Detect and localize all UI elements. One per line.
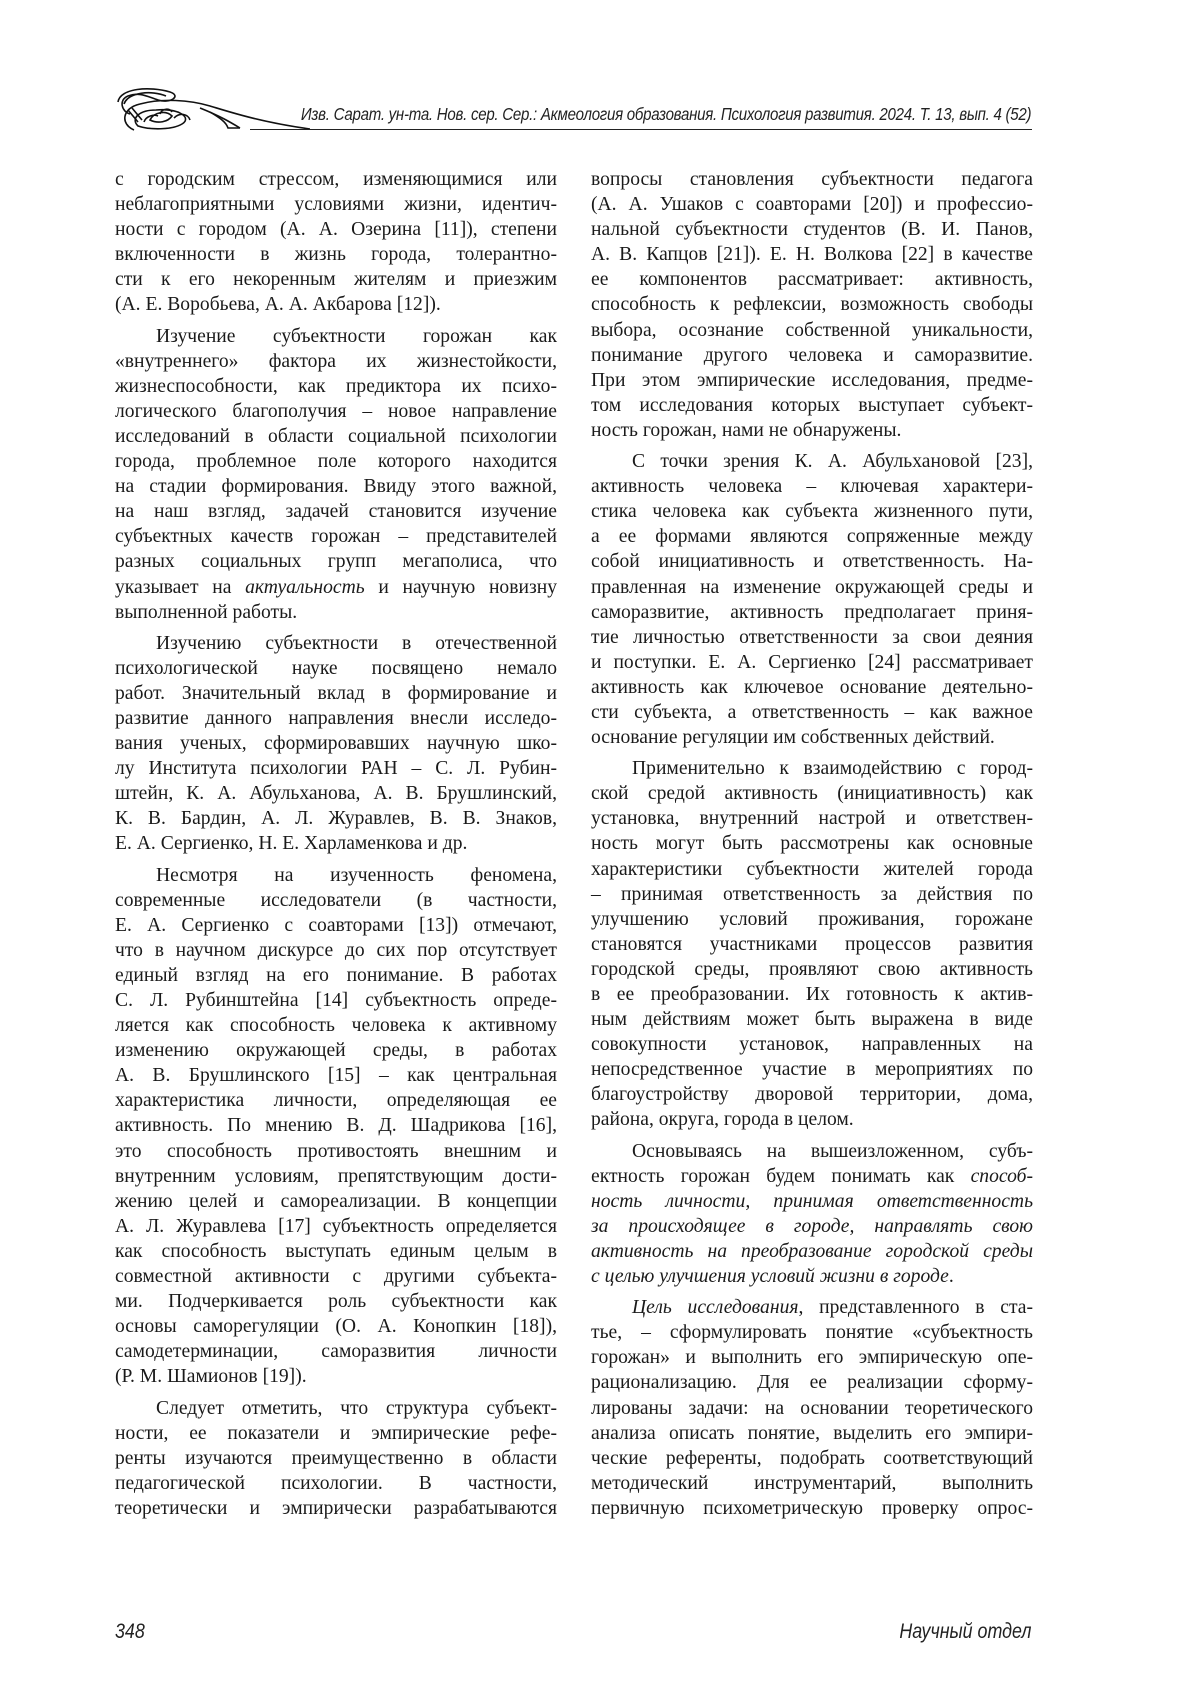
paragraph [115, 1396, 557, 1521]
italic-text: Цель исследования [632, 1297, 799, 1319]
text-line: улучшению условий проживания, горожане [591, 908, 1033, 930]
section-name: Научный отдел [898, 1620, 1031, 1643]
text-line: как способность выступать единым целым в [115, 1240, 557, 1262]
paragraph [115, 863, 557, 1390]
text-line: Изучению субъектности в отечественной [156, 632, 557, 654]
text-line: А. В. Брушлинского [15] – как центральная [115, 1065, 557, 1087]
text-segment: и научную новизну [364, 576, 557, 598]
text-line: а ее формами являются сопряженные между [591, 526, 1033, 548]
text-line: самодетерминации, саморазвития личности [115, 1341, 557, 1363]
text-line: ность горожан, нами не обнаружены. [591, 419, 902, 441]
text-line: стика человека как субъекта жизненного пути, [591, 501, 1033, 523]
text-line: включенности в жизнь города, толерантно- [115, 244, 557, 266]
text-line: ляется как способность человека к активному [115, 1015, 557, 1037]
header-rule [250, 129, 1032, 130]
text-line: установка, внутренний настрой и ответствен- [591, 808, 1033, 830]
text-line: непосредственное участие в мероприятиях по [591, 1059, 1033, 1081]
text-line: ской средой активность (инициативность) как [591, 783, 1033, 805]
text-line: собой инициативность и ответственность. На- [591, 551, 1033, 573]
text-line: методический инструментарий, выполнить [591, 1472, 1033, 1494]
text-line: это способность противостоять внешним и [115, 1140, 557, 1162]
text-line: штейн, К. А. Абульханова, А. В. Брушлинский, [115, 783, 557, 805]
text-line: единый взгляд на его понимание. В работах [115, 964, 557, 986]
text-line: А. В. Капцов [21]). Е. Н. Волкова [22] в качестве [591, 244, 1033, 266]
text-line: С. Л. Рубинштейна [14] субъектность опреде- [115, 990, 557, 1011]
text-line: способность к рефлексии, возможность свободы [591, 294, 1033, 316]
text-line: основание регуляции им собственных действий. [591, 727, 995, 749]
text-line: совокупности установок, направленных на [591, 1034, 1033, 1056]
text-line: ее компонентов рассматривает: активность, [591, 269, 1033, 291]
text-line: изменению окружающей среды, в работах [115, 1040, 557, 1062]
text-line: правленная на изменение окружающей среды и [591, 576, 1033, 598]
italic-text: актуальность [245, 576, 365, 598]
italic-text: ность личности, принимая ответственность [591, 1190, 1033, 1212]
text-line: Применительно к взаимодействию с город- [632, 758, 1033, 780]
text-line: совместной активности с другими субъекта- [115, 1266, 557, 1288]
text-line [115, 575, 557, 600]
text-line: ности с городом (А. А. Озерина [11]), степени [115, 219, 557, 241]
text-line: характеристика личности, определяющая ее [115, 1090, 557, 1112]
text-line: сти субъекта, а ответственность – как важное [591, 701, 1033, 723]
text-line: в ее преобразовании. Их готовность к актив- [591, 984, 1033, 1005]
text-line: рационализацию. Для ее реализации сформу- [591, 1372, 1033, 1394]
text-line: Следует отметить, что структура субъект- [156, 1397, 557, 1419]
text-line: что в научном дискурсе до сих пор отсутствует [115, 939, 557, 961]
paragraph [591, 1139, 1033, 1290]
text-line: разных социальных групп мегаполиса, что [115, 551, 557, 573]
text-line: основы саморегуляции (О. А. Конопкин [18]), [115, 1316, 557, 1338]
text-line: Е. А. Сергиенко, Н. Е. Харламенкова и др. [115, 833, 468, 855]
italic-text: способ- [970, 1165, 1033, 1187]
text-line: благоустройству дворовой территории, дома, [591, 1084, 1033, 1106]
text-line: жению целей и самореализации. В концепции [115, 1190, 557, 1212]
text-line: неблагоприятными условиями жизни, идентич- [115, 194, 557, 216]
text-segment: указывает на [115, 576, 246, 598]
text-line: характеристики субъектности жителей города [591, 858, 1033, 880]
text-line: С точки зрения К. А. Абульхановой [23], [632, 451, 1033, 473]
text-line: – принимая ответственность за действия по [591, 883, 1033, 905]
text-line: понимание другого человека и саморазвитие. [591, 344, 1033, 366]
text-line: А. Л. Журавлева [17] субъектность определяется [115, 1215, 557, 1237]
text-line: Изучение субъектности горожан как [156, 325, 557, 347]
text-column-left [115, 167, 557, 1527]
text-line: «внутреннего» фактора их жизнестойкости, [115, 350, 557, 372]
text-line: вания ученых, сформировавших научную шко- [115, 733, 557, 755]
text-line [591, 1239, 1033, 1264]
text-line: и поступки. Е. А. Сергиенко [24] рассматривает [591, 651, 1033, 673]
text-line: тье, – сформулировать понятие «субъектность [591, 1322, 1033, 1344]
text-line: лированы задачи: на основании теоретического [591, 1397, 1033, 1419]
text-line: активность. По мнению В. Д. Шадрикова [16], [115, 1115, 557, 1137]
text-line [591, 1295, 1033, 1320]
text-line: Е. А. Сергиенко с соавторами [13]) отмечают, [115, 914, 557, 936]
text-line [591, 1264, 1033, 1289]
text-line: том исследования которых выступает субъект- [591, 394, 1033, 416]
text-line: выбора, осознание собственной уникальности, [591, 319, 1033, 341]
text-line: ренты изучаются преимущественно в области [115, 1447, 557, 1469]
text-line: ным действиям может быть выражена в виде [591, 1009, 1033, 1031]
text-segment: , представленного в ста- [798, 1297, 1033, 1319]
text-line: ми. Подчеркивается роль субъектности как [115, 1291, 557, 1313]
text-line: Основываясь на вышеизложенном, субъ- [632, 1140, 1033, 1162]
text-line: современные исследователи (в частности, [115, 889, 557, 911]
text-line: активность человека – ключевая характери- [591, 476, 1033, 498]
text-line: с городским стрессом, изменяющимися или [115, 169, 557, 190]
text-line: сти к его некоренным жителям и приезжим [115, 269, 557, 291]
text-line [591, 1189, 1033, 1214]
text-line: (А. Е. Воробьева, А. А. Акбарова [12]). [115, 294, 441, 316]
paragraph [115, 631, 557, 857]
text-segment: . [948, 1266, 954, 1288]
text-line: При этом эмпирические исследования, предме- [591, 369, 1033, 391]
paragraph [591, 167, 1033, 443]
italic-text: за происходящее в городе, направлять свою [591, 1215, 1033, 1237]
journal-ornament-logo [110, 82, 310, 134]
text-line: лу Института психологии РАН – С. Л. Рубин- [115, 758, 557, 780]
text-segment: ектность горожан будем понимать как [591, 1165, 971, 1187]
text-line: ческие референты, подобрать соответствующий [591, 1447, 1033, 1469]
text-line: (А. А. Ушаков с соавторами [20]) и профессио- [591, 194, 1033, 216]
text-line: города, проблемное поле которого находится [115, 451, 557, 473]
running-head: Изв. Сарат. ун-та. Нов. сер. Сер.: Акмеология образования. Психология развития. 2024. Т. 13, вып. 4 (52) [300, 104, 1031, 124]
text-line: на наш взгляд, задачей становится изучение [115, 501, 557, 523]
text-line: ности, ее показатели и эмпирические рефе- [115, 1422, 557, 1444]
text-line: психологической науке посвящено немало [115, 657, 557, 679]
italic-text: с целью улучшения условий жизни в городе [591, 1266, 949, 1288]
paragraph [591, 1295, 1033, 1521]
text-column-right [591, 167, 1033, 1527]
text-line: работ. Значительный вклад в формирование и [115, 682, 557, 704]
text-line: саморазвитие, активность предполагает приня- [591, 601, 1033, 623]
paragraph [591, 756, 1033, 1132]
italic-text: активность на преобразование городской среды [591, 1240, 1033, 1262]
paragraph [591, 449, 1033, 750]
text-line: исследований в области социальной психологии [115, 425, 557, 447]
text-line: теоретически и эмпирически разрабатываются [115, 1497, 557, 1519]
text-line: анализа описать понятие, выделить его эмпири- [591, 1422, 1033, 1444]
paragraph [115, 167, 557, 318]
text-line: горожан» и выполнить его эмпирическую опе- [591, 1347, 1033, 1369]
text-line: ность могут быть рассмотрены как основные [591, 833, 1033, 855]
text-line: района, округа, города в целом. [591, 1109, 854, 1131]
text-line: педагогической психологии. В частности, [115, 1472, 557, 1494]
text-line: К. В. Бардин, А. Л. Журавлев, В. В. Знаков, [115, 808, 557, 830]
text-line: становятся участниками процессов развития [591, 933, 1033, 955]
text-line: нальной субъектности студентов (В. И. Панов, [591, 219, 1033, 241]
text-line: (Р. М. Шамионов [19]). [115, 1366, 307, 1388]
text-line: выполненной работы. [115, 601, 298, 623]
text-line: тие личностью ответственности за свои деяния [591, 626, 1033, 648]
text-line: субъектных качеств горожан – представителей [115, 526, 557, 548]
text-line: логического благополучия – новое направление [115, 400, 557, 422]
text-line [591, 1214, 1033, 1239]
text-line: активность как ключевое основание деятельно- [591, 676, 1033, 698]
text-line: вопросы становления субъектности педагога [591, 169, 1033, 190]
text-line: внутренним условиям, препятствующим дости- [115, 1165, 557, 1187]
text-line: на стадии формирования. Ввиду этого важной, [115, 476, 557, 498]
text-line: городской среды, проявляют свою активность [591, 958, 1033, 980]
text-line: развитие данного направления внесли исследо- [115, 707, 557, 729]
text-line: Несмотря на изученность феномена, [156, 864, 557, 886]
page-number: 348 [115, 1620, 145, 1643]
text-line: первичную психометрическую проверку опрос- [591, 1497, 1033, 1519]
paragraph [115, 324, 557, 625]
text-line [591, 1164, 1033, 1189]
text-line: жизнеспособности, как предиктора их психо- [115, 375, 557, 397]
